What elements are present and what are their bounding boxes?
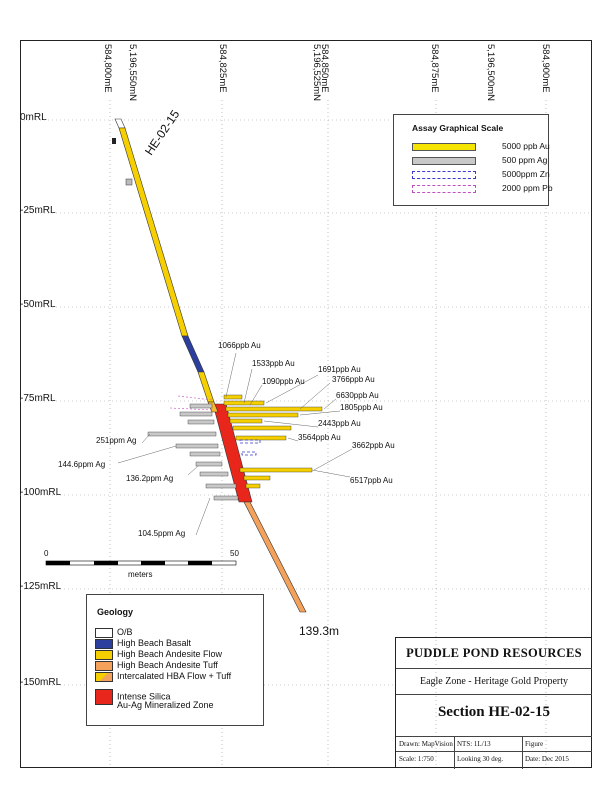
elevation-label-150: -150mRL — [20, 677, 62, 688]
geology-label: Intense Silica — [117, 691, 171, 702]
trace-andesite-flow-1 — [119, 128, 188, 336]
trace-andesite-flow-2 — [198, 372, 214, 402]
title-block — [395, 637, 592, 768]
ob-swatch — [95, 628, 113, 638]
geology-label: Intercalated HBA Flow + Tuff — [117, 671, 232, 681]
assay-scale-legend — [393, 114, 553, 206]
nts: NTS: 1L/13 — [457, 740, 491, 748]
zn-bars — [240, 440, 260, 455]
date: Date: Dec 2015 — [525, 755, 569, 763]
elevation-label-25: -25mRL — [20, 205, 56, 216]
au-bar — [236, 436, 286, 440]
assay-label: 3564ppb Au — [298, 433, 341, 442]
divider — [396, 736, 592, 737]
assay-label: 1805ppb Au — [340, 403, 383, 412]
end-depth-label: 139.3m — [299, 624, 340, 638]
ag-bar — [196, 462, 222, 466]
hole-id-label: HE-02-15 — [142, 107, 183, 158]
elevation-label-50: -50mRL — [20, 299, 56, 310]
andesite-tuff-swatch — [95, 661, 113, 671]
geology-row — [95, 638, 191, 649]
geology-label: High Beach Andesite Flow — [117, 649, 223, 659]
intercalated-swatch — [95, 672, 113, 682]
assay-label: 1090ppb Au — [262, 377, 305, 386]
ag-bar — [180, 412, 212, 416]
scale-end: 50 — [230, 549, 239, 558]
assay-scale-label: 500 ppm Ag — [502, 155, 548, 165]
assay-label: 2443ppb Au — [318, 419, 361, 428]
pb-swatch — [412, 185, 476, 193]
au-bar — [230, 419, 262, 423]
assay-label: 3766ppb Au — [332, 375, 375, 384]
divider — [396, 751, 592, 752]
au-bar — [244, 476, 270, 480]
scale-start: 0 — [44, 549, 49, 558]
au-bar — [226, 407, 322, 411]
elevation-label-0: 0mRL — [20, 112, 47, 123]
coord-label: 5,196,525mN — [311, 44, 322, 102]
company-name: PUDDLE POND RESOURCES — [406, 646, 582, 660]
assay-label: 144.6ppm Ag — [58, 460, 106, 469]
small-sample-block — [126, 179, 132, 185]
assay-label: 251ppm Ag — [96, 436, 137, 445]
au-bar — [224, 395, 242, 399]
geology-label: O/B — [117, 627, 133, 637]
geology-row — [117, 700, 214, 710]
ag-bar — [206, 484, 236, 488]
coord-label: 584,875mE — [429, 44, 440, 93]
geology-label: High Beach Andesite Tuff — [117, 660, 218, 670]
elevation-label-125: -125mRL — [20, 581, 62, 592]
figure: Figure — [525, 740, 544, 748]
assay-label: 136.2ppm Ag — [126, 474, 174, 483]
geology-row — [95, 671, 231, 682]
elevation-label-100: -100mRL — [20, 487, 62, 498]
drawn-by: Drawn: MapVision — [399, 740, 453, 748]
assay-scale-row — [412, 155, 548, 167]
elevation-label-75: -75mRL — [20, 393, 56, 404]
coord-label: 584,800mE — [102, 44, 113, 93]
ag-bar — [188, 420, 214, 424]
section-title: Section HE-02-15 — [437, 704, 551, 720]
geology-legend — [86, 594, 264, 726]
assay-label: 1066ppb Au — [218, 341, 261, 350]
assay-label: 6630ppb Au — [336, 391, 379, 400]
coord-label: 584,825mE — [217, 44, 228, 93]
geology-row — [95, 649, 222, 660]
assay-scale-row — [412, 169, 550, 181]
divider — [396, 694, 592, 695]
trace-ob — [115, 119, 125, 128]
scale-bar — [46, 561, 236, 565]
geology-row — [95, 627, 133, 638]
au-bar — [233, 426, 291, 430]
zn-swatch — [412, 171, 476, 179]
basalt-swatch — [95, 639, 113, 649]
geology-title: Geology — [97, 607, 134, 617]
coord-label: 5,196,550mN — [127, 44, 138, 102]
ag-bar — [200, 472, 228, 476]
geology-label: Au-Ag Mineralized Zone — [117, 700, 214, 710]
ag-bar — [214, 496, 238, 500]
divider — [396, 668, 592, 669]
assay-label: 3662ppb Au — [352, 441, 395, 450]
geology-label: High Beach Basalt — [117, 638, 192, 648]
assay-label: 6517ppb Au — [350, 476, 393, 485]
coord-label: 584,900mE — [540, 44, 551, 93]
au-bar — [240, 468, 312, 472]
assay-scale-label: 5000ppm Zn — [502, 169, 550, 179]
assay-scale-label: 2000 ppm Pb — [502, 183, 553, 193]
scale: Scale: 1:750 — [399, 755, 434, 763]
divider — [522, 736, 523, 769]
project-name: Eagle Zone - Heritage Gold Property — [419, 676, 568, 687]
small-tick-mark — [112, 138, 116, 144]
au-swatch — [412, 143, 476, 151]
looking: Looking 30 deg. — [457, 755, 504, 763]
ag-swatch — [412, 157, 476, 165]
assay-scale-row — [412, 183, 553, 195]
ag-bar — [148, 432, 216, 436]
ag-bar — [190, 404, 212, 408]
coord-label: 5,196,500mN — [485, 44, 496, 102]
au-bar — [228, 413, 298, 417]
assay-scale-label: 5000 ppb Au — [502, 141, 550, 151]
andesite-flow-swatch — [95, 650, 113, 660]
assay-label: 1691ppb Au — [318, 365, 361, 374]
divider — [454, 736, 455, 769]
trace-basalt — [182, 336, 204, 372]
coord-label: 584,850mE — [319, 44, 330, 93]
ag-bar — [176, 444, 218, 448]
assay-scale-title: Assay Graphical Scale — [412, 123, 504, 133]
silica-swatch — [95, 689, 113, 705]
assay-scale-row — [412, 141, 550, 153]
au-bar — [246, 484, 260, 488]
assay-label: 1533ppb Au — [252, 359, 295, 368]
assay-label: 104.5ppm Ag — [138, 529, 186, 538]
ag-bar — [190, 452, 220, 456]
geology-row — [95, 660, 218, 671]
scale-unit: meters — [128, 570, 153, 579]
